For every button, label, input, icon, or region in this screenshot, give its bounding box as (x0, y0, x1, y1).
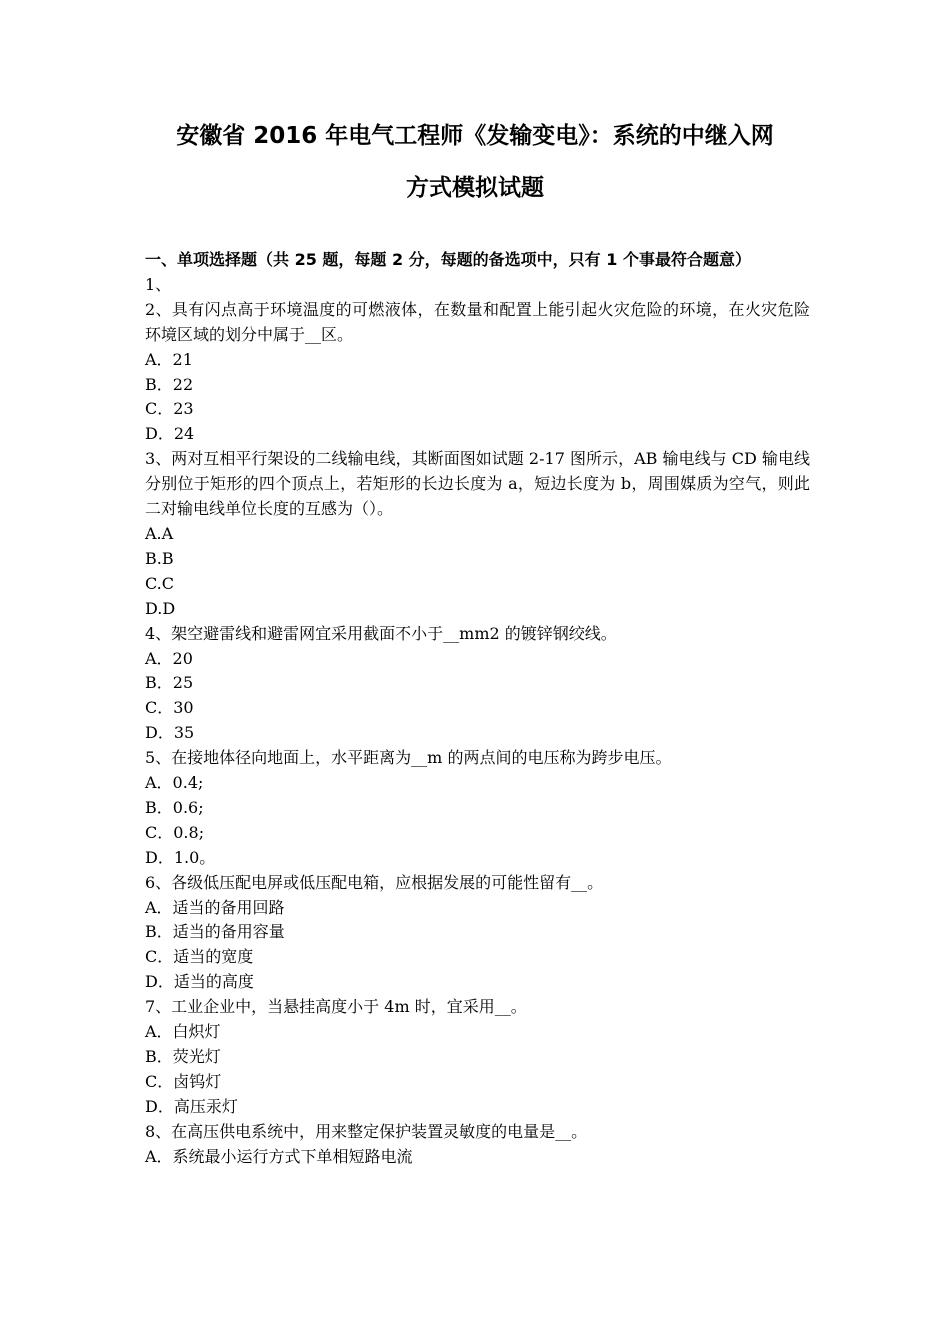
answer-option: A．0.4; (145, 773, 204, 793)
question-stem: 3、两对互相平行架设的二线输电线，其断面图如试题 2-17 图所示，AB 输电线与 CD 输电线分别位于矩形的四个顶点上，若矩形的长边长度为 a，短边长度为 b，周围媒质为空气，则此二对输电线单位长度的互感为（）。 (145, 449, 810, 519)
answer-option: B．0.6; (145, 797, 204, 817)
answer-option: B．适当的备用容量 (145, 922, 285, 942)
answer-option: C．23 (145, 399, 194, 419)
answer-option: A．21 (145, 349, 193, 369)
answer-option: D．高压汞灯 (145, 1096, 238, 1116)
answer-option: A.A (145, 523, 174, 543)
question-stem: 6、各级低压配电屏或低压配电箱，应根据发展的可能性留有__。 (145, 872, 604, 892)
answer-option: C．卤钨灯 (145, 1071, 222, 1091)
question-stem: 5、在接地体径向地面上，水平距离为__m 的两点间的电压称为跨步电压。 (145, 748, 672, 768)
document-body (145, 248, 810, 1170)
section-heading: 一、单项选择题（共 25 题，每题 2 分，每题的备选项中，只有 1 个事最符合题意） (145, 250, 751, 269)
answer-option: A．系统最小运行方式下单相短路电流 (145, 1146, 413, 1166)
answer-option: C．0.8; (145, 822, 205, 842)
answer-option: B.B (145, 548, 174, 568)
answer-option: A．适当的备用回路 (145, 897, 285, 917)
answer-option: D.D (145, 598, 176, 618)
question-stem: 4、架空避雷线和避雷网宜采用截面不小于__mm2 的镀锌钢绞线。 (145, 623, 617, 643)
answer-option: D．24 (145, 424, 195, 444)
answer-option: C．适当的宽度 (145, 947, 254, 967)
answer-option: C．30 (145, 698, 194, 718)
answer-option: B．25 (145, 673, 194, 693)
answer-option: B．22 (145, 374, 194, 394)
question-stem: 8、在高压供电系统中，用来整定保护装置灵敏度的电量是__。 (145, 1121, 588, 1141)
document-title-line-1: 安徽省 2016 年电气工程师《发输变电》：系统的中继入网 (176, 123, 774, 149)
question-stem: 1、 (145, 274, 172, 294)
answer-option: D．1.0。 (145, 847, 216, 867)
answer-option: D．35 (145, 723, 195, 743)
question-stem: 7、工业企业中，当悬挂高度小于 4m 时，宜采用__。 (145, 997, 527, 1017)
answer-option: C.C (145, 573, 174, 593)
document-title-line-2: 方式模拟试题 (406, 175, 544, 201)
answer-option: A．白炽灯 (145, 1022, 221, 1042)
answer-option: B．荧光灯 (145, 1047, 221, 1066)
answer-option: D．适当的高度 (145, 972, 254, 992)
question-stem: 2、具有闪点高于环境温度的可燃液体，在数量和配置上能引起火灾危险的环境，在火灾危险环境区域的划分中属于__区。 (145, 299, 810, 344)
answer-option: A．20 (145, 648, 193, 668)
